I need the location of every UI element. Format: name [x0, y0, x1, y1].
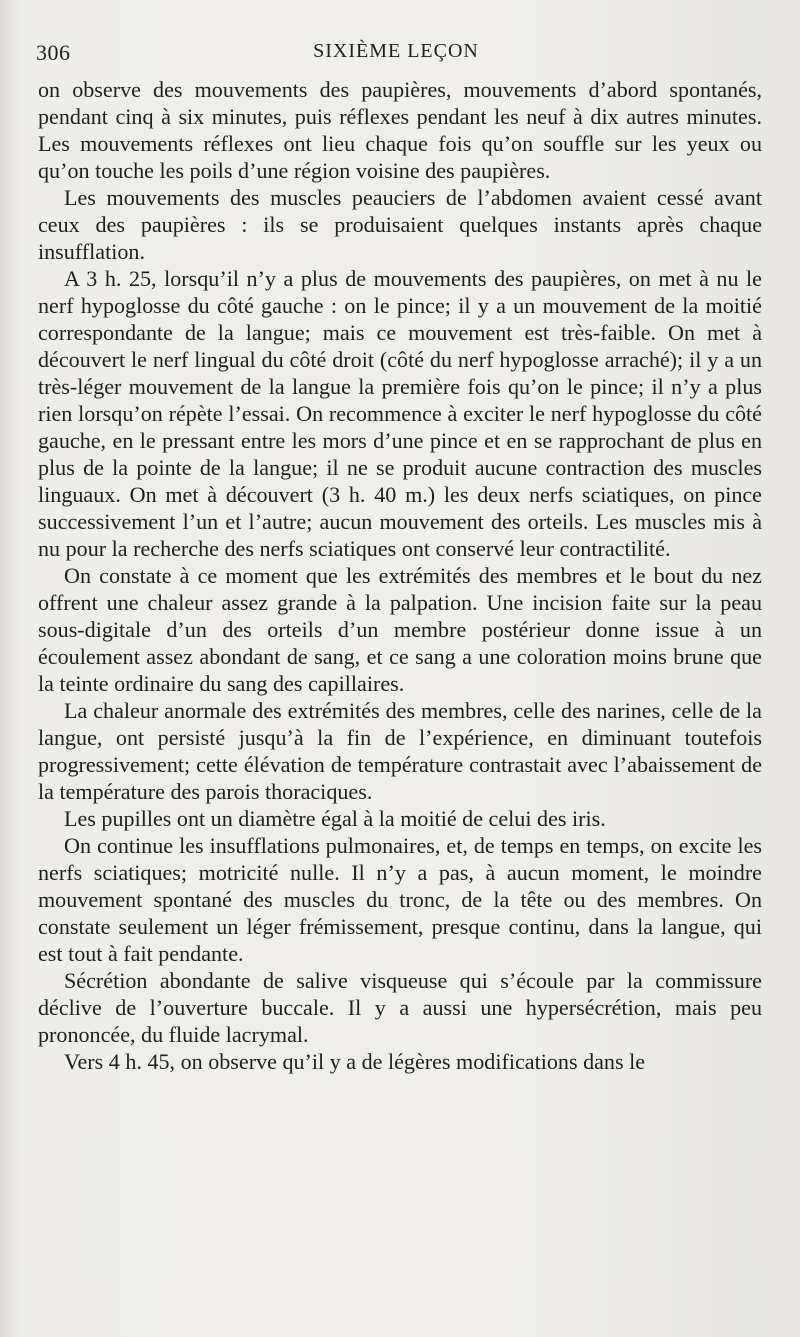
- paragraph-1: on observe des mouvements des paupières, mouvements d’abord spontanés, pendant cinq à six minutes, puis réflexes pendant les neuf à dix autres minutes. Les mouvements réflexes ont lieu chaque fois qu’on souffle sur les yeux ou qu’on touche les poils d’une région voisine des paupières.: [38, 77, 762, 183]
- paragraph-8: Sécrétion abondante de salive visqueuse qui s’écoule par la commissure déclive de l’ouverture buccale. Il y a aussi une hypersécrétion, mais peu prononcée, du fluide lacrymal.: [38, 968, 762, 1047]
- paragraph-2: Les mouvements des muscles peauciers de l’abdomen avaient cessé avant ceux des paupières : ils se produisaient quelques instants après chaque insufflation.: [38, 185, 762, 264]
- paragraph-4: On constate à ce moment que les extrémités des membres et le bout du nez offrent une chaleur assez grande à la palpation. Une incision faite sur la peau sous-digitale d’un des orteils d’un membre postérieur donne issue à un écoulement assez abondant de sang, et ce sang a une coloration moins brune que la teinte ordinaire du sang des capillaires.: [38, 563, 762, 696]
- body-text: [38, 76, 762, 1075]
- paragraph-3: A 3 h. 25, lorsqu’il n’y a plus de mouvements des paupières, on met à nu le nerf hypoglosse du côté gauche : on le pince; il y a un mouvement de la moitié correspondante de la langue; mais ce mouvement est très-faible. On met à découvert le nerf lingual du côté droit (côté du nerf hypoglosse arraché); il y a un très-léger mouvement de la langue la première fois qu’on le pince; il n’y a plus rien lorsqu’on répète l’essai. On recommence à exciter le nerf hypoglosse du côté gauche, en le pressant entre les mors d’une pince et en se rapprochant de plus en plus de la pointe de la langue; il ne se produit aucune contraction des muscles linguaux. On met à découvert (3 h. 40 m.) les deux nerfs sciatiques, on pince successivement l’un et l’autre; aucun mouvement des orteils. Les muscles mis à nu pour la recherche des nerfs sciatiques ont conservé leur contractilité.: [38, 266, 762, 561]
- paragraph-7: On continue les insufflations pulmonaires, et, de temps en temps, on excite les nerfs sciatiques; motricité nulle. Il n’y a pas, à aucun moment, le moindre mouvement spontané des muscles du tronc, de la tête ou des membres. On constate seulement un léger frémissement, presque continu, dans la langue, qui est tout à fait pendante.: [38, 833, 762, 966]
- page-number: 306: [36, 40, 71, 65]
- paragraph-9: Vers 4 h. 45, on observe qu’il y a de légères modifications dans le: [64, 1049, 646, 1074]
- paragraph-6: Les pupilles ont un diamètre égal à la moitié de celui des iris.: [64, 806, 606, 831]
- page-header: [36, 34, 756, 74]
- paragraph-5: La chaleur anormale des extrémités des membres, celle des narines, celle de la langue, ont persisté jusqu’à la fin de l’expérience, en diminuant toutefois progressivement; cette élévation de température contrastait avec l’abaissement de la température des parois thoraciques.: [38, 698, 762, 804]
- running-title: SIXIÈME LEÇON: [313, 40, 479, 62]
